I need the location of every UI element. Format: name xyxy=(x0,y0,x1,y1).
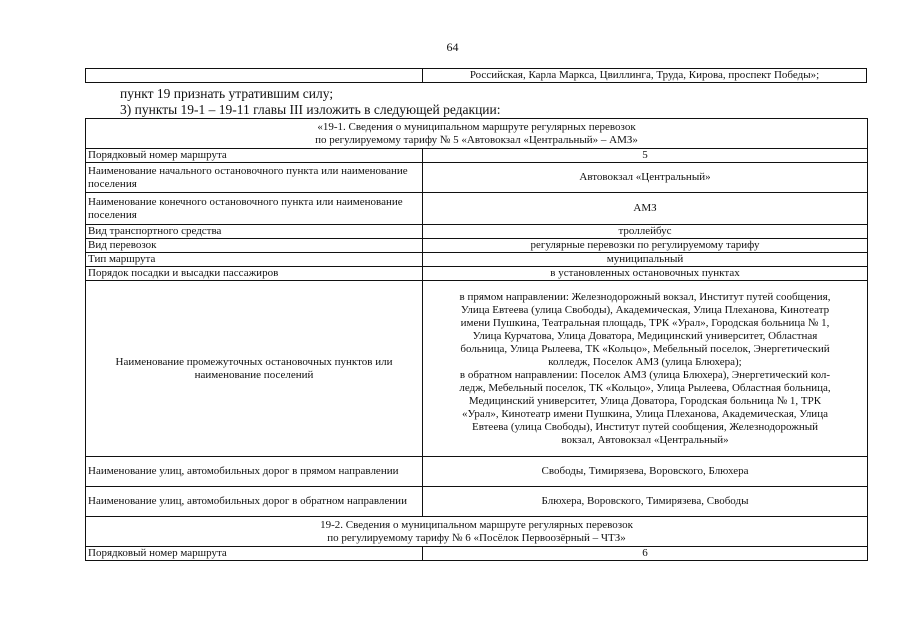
section-2-header xyxy=(86,517,868,547)
table-row xyxy=(86,149,868,163)
continued-table-row xyxy=(85,68,867,83)
intermediate-line: имени Пушкина, Театральная площадь, ТРК «Урал», Городская больница № 1, xyxy=(460,316,830,329)
section-1-header-row xyxy=(86,119,868,149)
intermediate-line: в обратном направлении: Поселок АМЗ (улица Блюхера), Энергетический кол- xyxy=(459,368,831,381)
table-row xyxy=(86,239,868,253)
intermediate-line: колледж, Поселок АМЗ (улица Блюхера); xyxy=(548,355,742,368)
continued-right-cell: Российская, Карла Маркса, Цвиллинга, Труда, Кирова, проспект Победы»; xyxy=(469,69,820,81)
row-value: троллейбус xyxy=(423,225,868,239)
intermediate-line: в прямом направлении: Железнодорожный вокзал, Институт путей сообщения, xyxy=(459,290,831,303)
section-2-header-line-1: 19-2. Сведения о муниципальном маршруте регулярных перевозок xyxy=(320,518,633,531)
row-label: Порядок посадки и высадки пассажиров xyxy=(86,267,423,281)
row-label: Порядковый номер маршрута xyxy=(86,547,423,561)
row-value: муниципальный xyxy=(423,253,868,267)
row-label: Порядковый номер маршрута xyxy=(86,149,423,163)
paragraph-points-19-1-19-11: 3) пункты 19-1 – 19-11 главы III изложить в следующей редакции: xyxy=(120,102,501,117)
section-1-header-line-1: «19-1. Сведения о муниципальном маршруте регулярных перевозок xyxy=(317,120,636,133)
intermediate-line: ледж, Мебельный поселок, ТК «Кольцо», Улица Рылеева, Областная больница, xyxy=(459,381,831,394)
intermediate-line: Медицинский университет, Улица Доватора, Городская больница № 1, ТРК xyxy=(468,394,822,407)
intermediate-stops-label: Наименование промежуточных остановочных пунктов или наименование поселений xyxy=(86,281,423,457)
row-value: Блюхера, Воровского, Тимирязева, Свободы xyxy=(423,487,868,517)
row-label: Тип маршрута xyxy=(86,253,423,267)
row-value: 5 xyxy=(423,149,868,163)
table-row xyxy=(86,487,868,517)
row-label: Вид транспортного средства xyxy=(86,225,423,239)
row-value: АМЗ xyxy=(423,193,868,225)
row-value: регулярные перевозки по регулируемому тарифу xyxy=(423,239,868,253)
row-value: 6 xyxy=(423,547,868,561)
section-1-header xyxy=(86,119,868,149)
row-label: Наименование начального остановочного пункта или наименование поселения xyxy=(86,163,423,193)
route-table xyxy=(85,118,868,561)
row-label: Вид перевозок xyxy=(86,239,423,253)
row-label: Наименование улиц, автомобильных дорог в прямом направлении xyxy=(86,457,423,487)
continued-left-cell xyxy=(86,69,423,82)
paragraph-point-19: пункт 19 признать утратившим силу; xyxy=(120,86,334,101)
row-value: Автовокзал «Центральный» xyxy=(423,163,868,193)
table-row-intermediate-stops xyxy=(86,281,868,457)
row-value: в установленных остановочных пунктах xyxy=(423,267,868,281)
section-1-header-line-2: по регулируемому тарифу № 5 «Автовокзал «Центральный» – АМЗ» xyxy=(315,133,638,146)
intermediate-line: «Урал», Кинотеатр имени Пушкина, Улица Плеханова, Академическая, Улица xyxy=(462,407,828,420)
table-row xyxy=(86,193,868,225)
row-label: Наименование конечного остановочного пункта или наименование поселения xyxy=(86,193,423,225)
table-row xyxy=(86,457,868,487)
intermediate-stops-value xyxy=(423,281,868,457)
table-row xyxy=(86,163,868,193)
table-row xyxy=(86,253,868,267)
intermediate-line: вокзал, Автовокзал «Центральный» xyxy=(561,433,729,446)
intermediate-line: Улица Евтеева (улица Свободы), Академическая, Улица Плеханова, Кинотеатр xyxy=(460,303,830,316)
row-value: Свободы, Тимирязева, Воровского, Блюхера xyxy=(423,457,868,487)
row-label: Наименование улиц, автомобильных дорог в обратном направлении xyxy=(86,487,423,517)
table-row xyxy=(86,267,868,281)
table-row xyxy=(86,225,868,239)
section-2-header-line-2: по регулируемому тарифу № 6 «Посёлок Первоозёрный – ЧТЗ» xyxy=(327,531,626,544)
section-2-header-row xyxy=(86,517,868,547)
intermediate-line: больница, Улица Рылеева, ТК «Кольцо», Мебельный поселок, Энергетический xyxy=(460,342,830,355)
page-number: 64 xyxy=(446,40,459,54)
table-row xyxy=(86,547,868,561)
intermediate-line: Евтеева (улица Свободы), Институт путей сообщения, Железнодорожный xyxy=(471,420,819,433)
intermediate-line: Улица Курчатова, Улица Доватора, Медицинский университет, Областная xyxy=(472,329,818,342)
